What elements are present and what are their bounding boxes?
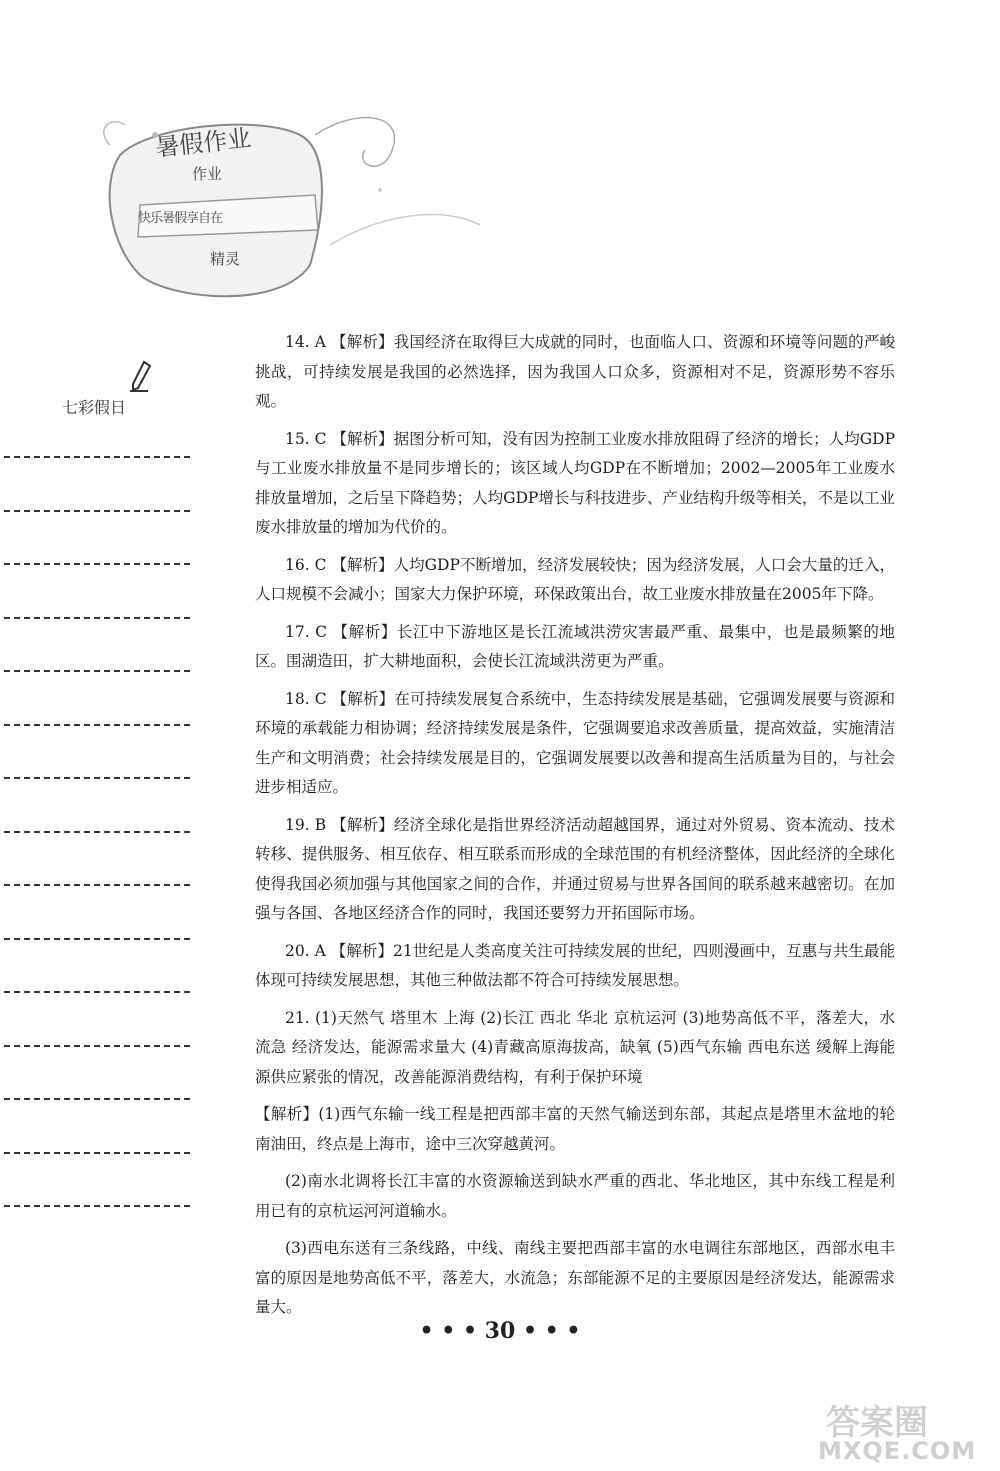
note-line <box>4 617 190 619</box>
answer-paragraph: 19. B 【解析】经济全球化是指世界经济活动超越国界，通过对外贸易、资本流动、技术转移、提供服务、相互依存、相互联系而形成的全球范围的有机经济整体，因此经济的全球化使得我国必须加强与其他国家之间的合作，并通过贸易与世界各国间的联系越来越密切。在加强与各国、各地区经济合作的同时，我国还要努力开拓国际市场。 <box>255 815 895 922</box>
note-line <box>4 670 190 672</box>
analysis-paragraph: (2)南水北调将长江丰富的水资源输送到缺水严重的西北、华北地区，其中东线工程是利用已有的京杭运河河道输水。 <box>255 1172 895 1220</box>
stamp-title: 暑假作业 <box>154 124 253 162</box>
note-line <box>4 1045 190 1047</box>
note-line <box>4 563 190 565</box>
note-line <box>4 1098 190 1100</box>
note-line <box>4 1205 190 1207</box>
answer-paragraph: 16. C 【解析】人均GDP不断增加，经济发展较快；因为经济发展，人口会大量的迁入，人口规模不会减小；国家大力保护环境，环保政策出台，故工业废水排放量在2005年下降。 <box>255 555 895 603</box>
answer-paragraph: 14. A 【解析】我国经济在取得巨大成就的同时，也面临人口、资源和环境等问题的严峻挑战，可持续发展是我国的必然选择，因为我国人口众多，资源相对不足，资源形势不容乐观。 <box>255 333 895 410</box>
note-line <box>4 884 190 886</box>
page-number: • • • 30 • • • <box>419 1318 581 1344</box>
note-line <box>4 456 190 458</box>
answer-paragraph: 20. A 【解析】21世纪是人类高度关注可持续发展的世纪，四则漫画中，互惠与共生最能体现可持续发展思想，其他三种做法都不符合可持续发展思想。 <box>255 941 895 989</box>
stamp-footer: 精灵 <box>210 250 241 268</box>
answer-paragraph: 17. C 【解析】长江中下游地区是长江流域洪涝灾害最严重、最集中，也是最频繁的地区。围湖造田，扩大耕地面积，会使长江流域洪涝更为严重。 <box>255 622 895 670</box>
note-line <box>4 724 190 726</box>
note-line <box>4 510 190 512</box>
stamp-graphic <box>80 95 500 315</box>
answer-paragraph: 15. C 【解析】据图分析可知，没有因为控制工业废水排放阻碍了经济的增长；人均GDP与工业废水排放量不是同步增长的；该区域人均GDP在不断增加；2002—2005年工业废水排放量增加，之后呈下降趋势；人均GDP增长与科技进步、产业结构升级等相关，不是以工业废水排放量的增加为代价的。 <box>255 429 895 536</box>
note-line <box>4 831 190 833</box>
answer-paragraph: 18. C 【解析】在可持续发展复合系统中，生态持续发展是基础，它强调发展要与资源和环境的承载能力相协调；经济持续发展是条件，它强调要追求改善质量，提高效益，实施清洁生产和文明消费；社会持续发展是目的，它强调发展要以改善和提高生活质量为目的，与社会进步相适应。 <box>255 689 895 796</box>
watermark-url: MXQE.COM <box>818 1437 977 1465</box>
analysis-paragraph: (3)西电东送有三条线路，中线、南线主要把西部丰富的水电调往东部地区，西部水电丰富的原因是地势高低不平，落差大，水流急；东部能源不足的主要原因是经济发达，能源需求量大。 <box>255 1239 895 1316</box>
watermark-text: 答案圈 <box>826 1403 928 1443</box>
watermark-logo <box>818 1395 998 1467</box>
answer-paragraph: 21. (1)天然气 塔里木 上海 (2)长江 西北 华北 京杭运河 (3)地势高低不平，落差大，水流急 经济发达，能源需求量大 (4)青藏高原海拔高，缺氧 (5)西气东输 西电东送 缓解上海能源供应紧张的情况，改善能源消费结构，有利于保护环境 <box>255 1008 895 1086</box>
note-line <box>4 938 190 940</box>
stamp-slogan: 快乐暑假享自在 <box>138 211 223 226</box>
note-line <box>4 1152 190 1154</box>
note-line <box>4 777 190 779</box>
note-line <box>4 991 190 993</box>
pen-icon <box>128 360 152 392</box>
logo-stamp <box>80 95 500 315</box>
sidebar-label: 七彩假日 <box>62 398 127 417</box>
stamp-subtitle: 作业 <box>192 165 223 183</box>
answer-content <box>255 328 895 1331</box>
analysis-paragraph: 【解析】(1)西气东输一线工程是把西部丰富的天然气输送到东部，其起点是塔里木盆地的轮南油田，终点是上海市，途中三次穿越黄河。 <box>255 1105 895 1153</box>
